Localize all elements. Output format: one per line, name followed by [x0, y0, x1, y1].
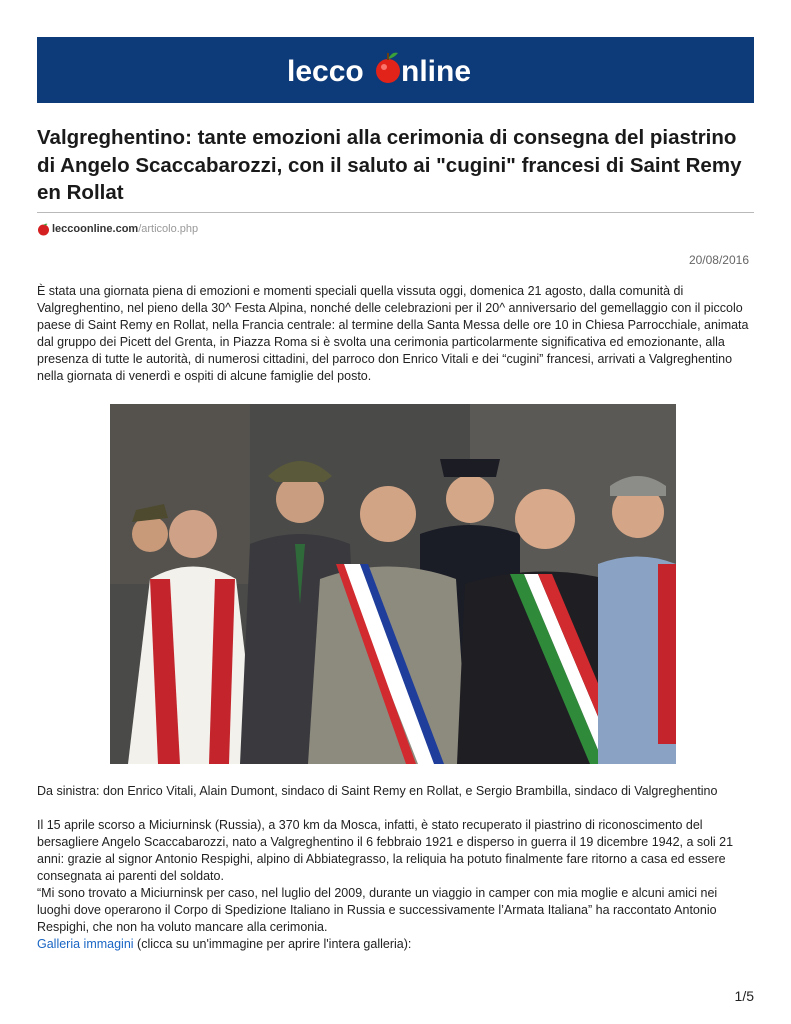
logo-text-left: lecco — [287, 55, 364, 88]
article-paragraph-1: È stata una giornata piena di emozioni e momenti speciali quella vissuta oggi, domenica 21 agosto, dalla comunità di Valgreghentino, nel pieno della 30^ Festa Alpina, nonché delle celebrazioni per il 20^ anniversario del gemellaggio con il piccolo paese di Saint Remy en Rollat, nella Francia centrale: al termine della Santa Messa delle ore 10 in Chiesa Parrocchiale, animata dal gruppo dei Picett del Grenta, in Piazza Roma si è svolta una cerimonia particolarmente significativa ed emozionante, alla presenza di tutte le autorità, di numerosi cittadini, del parroco don Enrico Vitali e dei “cugini” francesi, arrivati a Valgreghentino nella giornata di venerdì e ospiti di alcune famiglie del posto. — [37, 284, 749, 383]
source-path[interactable]: /articolo.php — [138, 223, 199, 235]
article-paragraph-2: Il 15 aprile scorso a Miciurninsk (Russia), a 370 km da Mosca, infatti, è stato recuperato il piastrino di riconoscimento del bersagliere Angelo Scaccabarozzi, nato a Valgreghentino il 6 febbraio 1921 e disperso in guerra il 19 dicembre 1942, a soli 21 anni: grazie al signor Antonio Respighi, alpino di Abbiategrasso, la reliquia ha potuto finalmente fare ritorno a casa ed essere consegnata ai parenti del soldato. — [37, 818, 734, 883]
article-photo[interactable] — [110, 404, 676, 764]
article-body — [37, 817, 754, 953]
header-banner — [37, 37, 754, 103]
logo-text-right: nline — [401, 55, 472, 88]
article-paragraph-3: “Mi sono trovato a Miciurninsk per caso, nel luglio del 2009, durante un viaggio in camper con mia moglie e alcuni amici nei luoghi dove operarono il Corpo di Spedizione Italiano in Russia e successivamente l’Armata Italiana” ha raccontato Antonio Respighi, che non ha voluto mancare alla cerimonia. — [37, 886, 718, 934]
article-title: Valgreghentino: tante emozioni alla cerimonia di consegna del piastrino di Angelo Scaccabarozzi, con il saluto ai "cugini" francesi di Saint Remy en Rollat — [37, 126, 742, 204]
source-domain[interactable]: leccoonline.com — [52, 223, 139, 235]
page-number: 1/5 — [734, 988, 754, 1004]
source-line — [37, 221, 198, 237]
gallery-instruction: (clicca su un'immagine per aprire l'intera galleria): — [133, 937, 412, 951]
site-favicon-icon — [37, 223, 50, 236]
article-date: 20/08/2016 — [688, 253, 749, 267]
gallery-link[interactable]: Galleria immagini — [37, 937, 134, 951]
photo-caption: Da sinistra: don Enrico Vitali, Alain Dumont, sindaco di Saint Remy en Rollat, e Sergio Brambilla, sindaco di Valgreghentino — [37, 784, 718, 798]
leccoonline-logo[interactable] — [287, 47, 507, 93]
apple-logo-icon — [376, 53, 400, 83]
title-divider — [37, 212, 754, 213]
gallery-line — [37, 936, 754, 953]
